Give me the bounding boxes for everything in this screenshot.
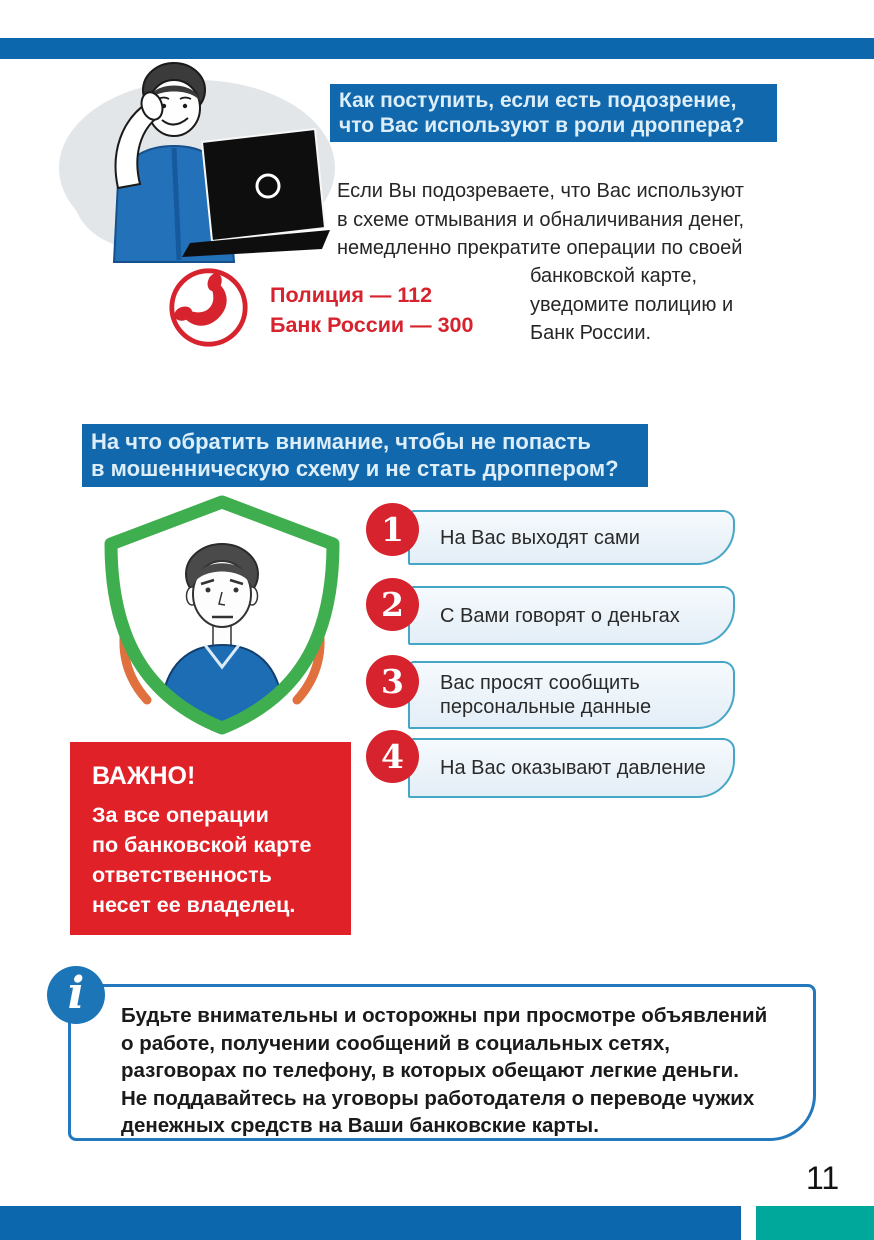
paragraph-line: банковской карте,	[530, 265, 698, 287]
hotline-numbers	[270, 281, 473, 340]
page-number: 11	[806, 1160, 840, 1196]
step-item	[408, 738, 735, 798]
paragraph-line: в схеме отмывания и обналичивания денег,	[337, 208, 745, 231]
section-title-line: в мошенническую схему и не стать дроппером?	[91, 456, 619, 481]
bottom-bar-teal	[756, 1206, 874, 1240]
step-label: С Вами говорят о деньгах	[440, 604, 680, 627]
hotline-police: Полиция — 112	[270, 283, 433, 307]
section-title-line: Как поступить, если есть подозрение,	[339, 89, 737, 112]
hotline-bank: Банк России — 300	[270, 312, 474, 337]
suspect-paragraph	[337, 177, 744, 263]
step-item	[408, 586, 735, 645]
info-line: разговорах по телефону, в которых обещают легкие деньги.	[121, 1059, 739, 1083]
step-number-badge: 2	[366, 578, 419, 631]
important-notice	[70, 742, 351, 935]
info-line: денежных средств на Ваши банковские карты.	[121, 1114, 599, 1138]
important-line: За все операции	[92, 803, 269, 827]
phone-icon	[167, 266, 250, 349]
step-number-badge: 1	[366, 503, 419, 556]
step-item	[408, 510, 735, 565]
section-title-line: что Вас используют в роли дроппера?	[339, 114, 745, 137]
section-title-attention	[82, 424, 648, 487]
step-label: Вас просят сообщить персональные данные	[440, 672, 652, 718]
important-line: несет ее владелец.	[92, 893, 296, 917]
info-note	[68, 984, 816, 1141]
section-title-line: На что обратить внимание, чтобы не попасть	[91, 429, 591, 454]
info-line: Будьте внимательны и осторожны при просмотре объявлений	[121, 1004, 768, 1027]
important-line: ответственность	[92, 863, 272, 887]
info-icon: i	[47, 966, 105, 1024]
step-number-badge: 3	[366, 655, 419, 708]
paragraph-line: Банк России.	[530, 322, 652, 344]
step-label: На Вас выходят сами	[440, 526, 640, 549]
person-phone-laptop-illustration	[52, 50, 337, 268]
info-line: Не поддавайтесь на уговоры работодателя о переводе чужих	[121, 1086, 755, 1110]
bottom-bar-blue	[0, 1206, 741, 1240]
shield-person-illustration	[93, 490, 351, 745]
paragraph-line: немедленно прекратите операции по своей	[337, 237, 743, 259]
paragraph-line: уведомите полицию и	[530, 293, 734, 316]
important-title: ВАЖНО!	[92, 762, 196, 790]
info-line: о работе, получении сообщений в социальных сетях,	[121, 1031, 670, 1055]
suspect-paragraph-continuation	[530, 262, 733, 348]
step-item	[408, 661, 735, 729]
step-number-badge: 4	[366, 730, 419, 783]
section-title-suspect	[330, 84, 777, 142]
important-line: по банковской карте	[92, 833, 312, 857]
step-label: На Вас оказывают давление	[440, 757, 706, 779]
paragraph-line: Если Вы подозреваете, что Вас используют	[337, 180, 744, 202]
